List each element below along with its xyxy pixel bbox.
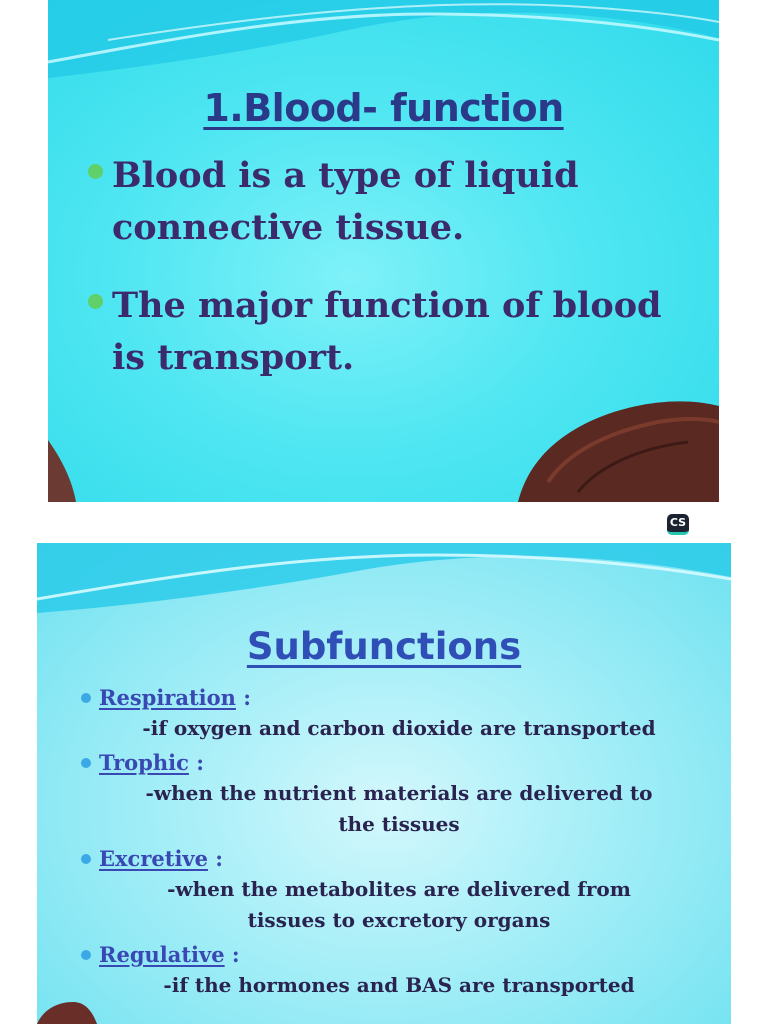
subfunction-term: Regulative : bbox=[99, 942, 240, 967]
subfunction-list bbox=[77, 683, 717, 1005]
bullet-dot-icon bbox=[81, 950, 91, 960]
bullet-dot-icon bbox=[88, 294, 103, 309]
slide-wave-decoration bbox=[48, 0, 719, 90]
bullet-dot-icon bbox=[81, 758, 91, 768]
bullet-text: Blood is a type of liquid connective tissue. bbox=[112, 155, 579, 248]
edge-shadow-image bbox=[48, 440, 78, 502]
subfunction-description: -if oxygen and carbon dioxide are transported bbox=[142, 716, 656, 740]
bullet-dot-icon bbox=[88, 164, 103, 179]
subfunction-term: Respiration : bbox=[99, 685, 251, 710]
slide-photo-blood-function bbox=[48, 0, 719, 502]
bullet-text: The major function of blood is transport. bbox=[112, 285, 662, 378]
subfunction-item bbox=[77, 683, 717, 744]
subfunction-description: -when the metabolites are delivered from tissues to excretory organs bbox=[167, 877, 631, 932]
slide-wave-decoration bbox=[37, 543, 731, 623]
subfunction-item bbox=[77, 844, 717, 936]
bullet-dot-icon bbox=[81, 854, 91, 864]
subfunction-description: -if the hormones and BAS are transported bbox=[163, 973, 635, 997]
slide-photo-subfunctions bbox=[37, 543, 731, 1024]
subfunction-term: Trophic : bbox=[99, 750, 204, 775]
bullet-item bbox=[86, 150, 696, 254]
subfunction-item bbox=[77, 748, 717, 840]
bullet-item bbox=[86, 280, 696, 384]
subfunction-description: -when the nutrient materials are delivered to the tissues bbox=[145, 781, 653, 836]
subfunction-term: Excretive : bbox=[99, 846, 224, 871]
bullet-list bbox=[86, 150, 696, 410]
camscanner-logo-icon: CS bbox=[667, 514, 689, 535]
slide-title: Subfunctions bbox=[246, 625, 522, 668]
slide-title: 1.Blood- function bbox=[203, 86, 564, 130]
bullet-dot-icon bbox=[81, 693, 91, 703]
subfunction-item bbox=[77, 940, 717, 1001]
